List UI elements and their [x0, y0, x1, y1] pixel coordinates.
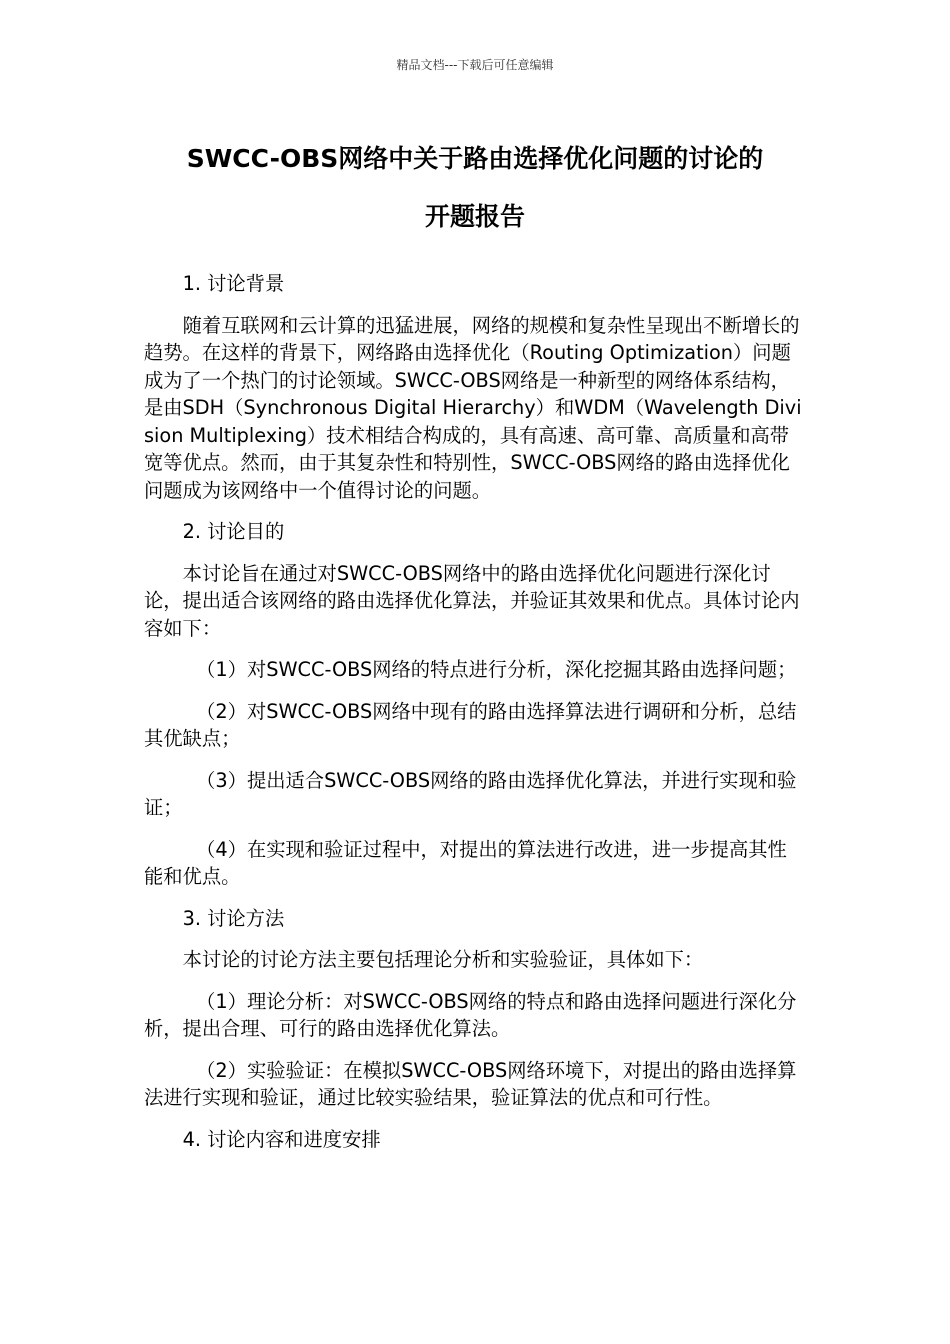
document-body — [144, 270, 806, 1167]
list-item: （4）在实现和验证过程中，对提出的算法进行改进，进一步提高其性能和优点。 — [144, 837, 787, 888]
section-heading-purpose: 2. 讨论目的 — [182, 520, 285, 543]
document-title — [120, 130, 830, 246]
paragraph-background: 随着互联网和云计算的迅猛进展，网络的规模和复杂性呈现出不断增长的趋势。在这样的背景下，网络路由选择优化（Routing Optimization）问题成为了一个热门的讨论领域。SWCC-OBS网络是一种新型的网络体系结构，是由SDH（Synchronous Digital Hierarchy）和WDM（Wavelength Division Multiplexing）技术相结合构成的，具有高速、高可靠、高质量和高带宽等优点。然而，由于其复杂性和特别性，SWCC-OBS网络的路由选择优化问题成为该网络中一个值得讨论的问题。 — [144, 313, 802, 502]
section-heading-method: 3. 讨论方法 — [182, 906, 285, 930]
list-item: （2）实验验证：在模拟SWCC-OBS网络环境下，对提出的路由选择算法进行实现和验证，通过比较实验结果，验证算法的优点和可行性。 — [144, 1058, 797, 1109]
list-item: （1）对SWCC-OBS网络的特点进行分析，深化挖掘其路由选择问题； — [196, 658, 797, 681]
page-header: 精品文档---下载后可任意编辑 — [396, 58, 554, 72]
paragraph-method: 本讨论的讨论方法主要包括理论分析和实验验证，具体如下： — [182, 948, 704, 971]
list-item: （2）对SWCC-OBS网络中现有的路由选择算法进行调研和分析，总结其优缺点； — [144, 699, 797, 750]
list-item: （3）提出适合SWCC-OBS网络的路由选择优化算法，并进行实现和验证； — [144, 768, 797, 819]
paragraph-purpose: 本讨论旨在通过对SWCC-OBS网络中的路由选择优化问题进行深化讨论，提出适合该网络的路由选择优化算法，并验证其效果和优点。具体讨论内容如下： — [144, 561, 800, 640]
title-line-2: 开题报告 — [424, 202, 525, 231]
section-heading-schedule: 4. 讨论内容和进度安排 — [182, 1127, 381, 1151]
section-heading-background: 1. 讨论背景 — [182, 272, 285, 295]
title-line-1: SWCC-OBS网络中关于路由选择优化问题的讨论的 — [186, 144, 764, 173]
list-item: （1）理论分析：对SWCC-OBS网络的特点和路由选择问题进行深化分析，提出合理、可行的路由选择优化算法。 — [144, 989, 797, 1040]
